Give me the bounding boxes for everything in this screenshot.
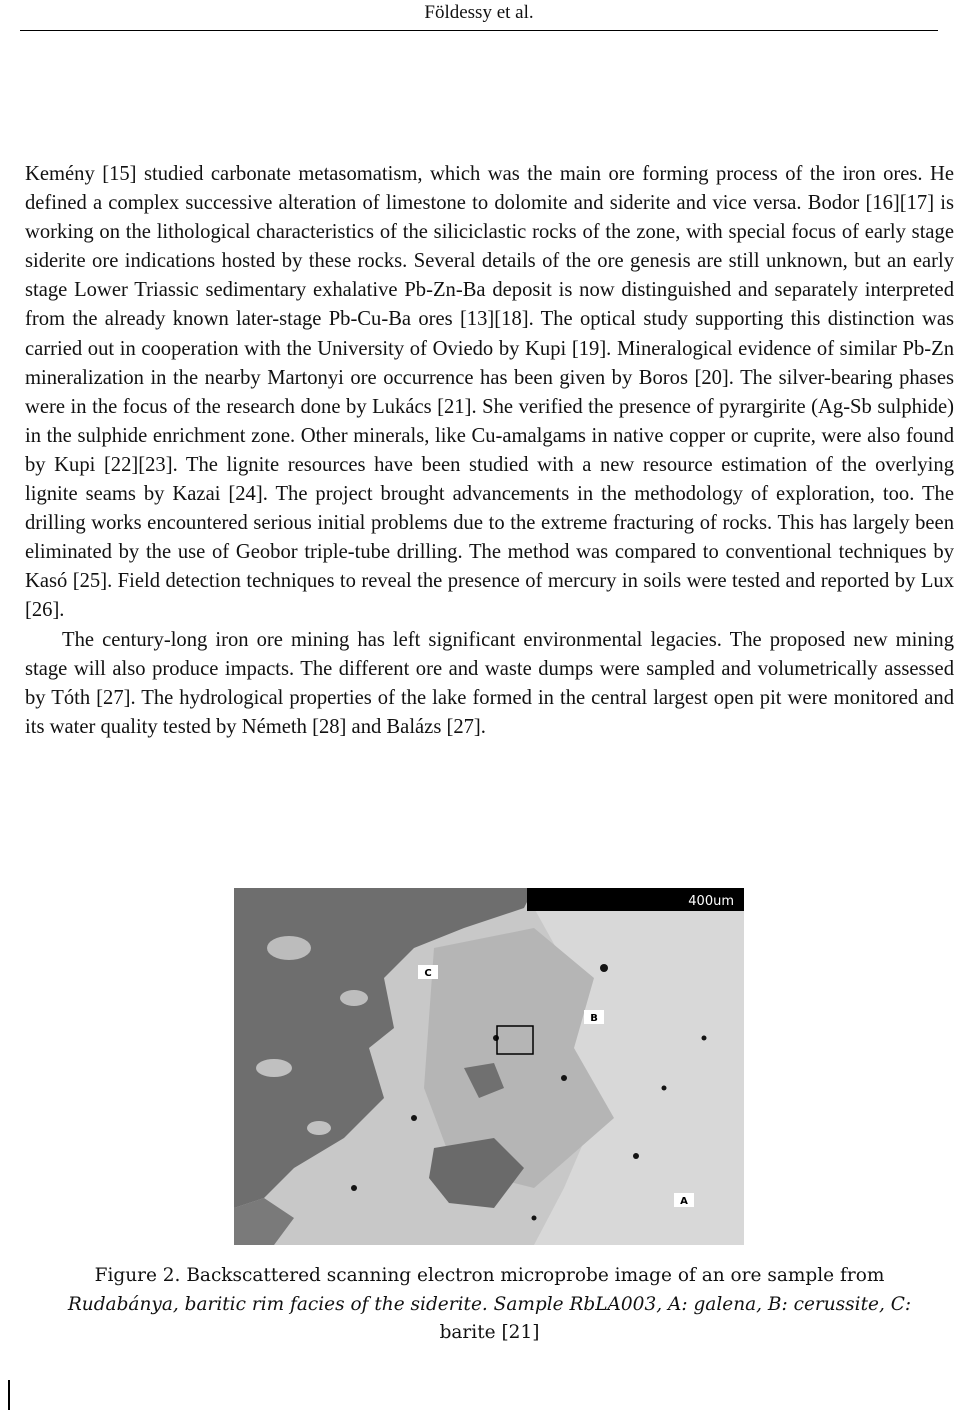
pore [351,1185,357,1191]
caption-line-2: Rudabánya, baritic rim facies of the siderite. Sample RbLA003, A: galena, B: cerussite, C: [67,1293,912,1315]
pore [561,1075,567,1081]
paragraph-1: Kemény [15] studied carbonate metasomatism, which was the main ore forming process of the iron ores. He defined a complex successive alteration of limestone to dolomite and siderite and vice versa. Bodor [16][17] is working on the lithological characteristics of the siliciclastic rocks of the zone, with special focus of early stage siderite ore indications hosted by these rocks. Several details of the ore genesis are still unknown, but an early stage Lower Triassic sedimentary exhalative Pb-Zn-Ba deposit is now distinguished and separately interpreted from the already known later-stage Pb-Cu-Ba ores [13][18]. The optical study supporting this distinction was carried out in cooperation with the University of Oviedo by Kupi [19]. Mineralogical evidence of similar Pb-Zn mineralization in the nearby Martonyi ore occurrence has been given by Boros [20]. The silver-bearing phases were in the focus of the research done by Lukács [21]. She verified the presence of pyrargirite (Ag-Sb sulphide) in the sulphide enrichment zone. Other minerals, like Cu-amalgams in native copper or cuprite, were also found by Kupi [22][23]. The lignite resources have been studied with a new resource estimation of the overlying lignite seams by Kazai [24]. The project brought advancements in the methodology of exploration, too. The drilling works encountered serious initial problems due to the extreme fracturing of rocks. This has largely been eliminated by the use of Geobor triple-tube drilling. The method was compared to conventional techniques by Kasó [25]. Field detection techniques to reveal the presence of mercury in soils were tested and reported by Lux [26]. [25,163,954,622]
pore [493,1035,499,1041]
paragraph-2: The century-long iron ore mining has left significant environmental legacies. The proposed new mining stage will also produce impacts. The different ore and waste dumps were sampled and volumetrically assessed by Tóth [27]. The hydrological properties of the lake formed in the central largest open pit were monitored and its water quality tested by Németh [28] and Balázs [27]. [25,628,954,738]
inclusion [340,990,368,1006]
pore [662,1086,667,1091]
inclusion [267,936,311,960]
running-title: Földessy et al. [424,2,534,23]
pore [532,1216,537,1221]
margin-bar [8,1380,10,1410]
inclusion [256,1059,292,1077]
pore [633,1153,639,1159]
phase-label-c: C [424,968,432,979]
caption-line-3: barite [21] [439,1322,540,1343]
running-header [20,0,938,31]
scale-bar-label: 400um [688,894,734,909]
inclusion [307,1121,331,1135]
pore [600,964,608,972]
pore [702,1036,707,1041]
pore [411,1115,417,1121]
figure-caption [25,1262,954,1348]
micrograph-image [234,888,744,1245]
phase-label-a: A [680,1196,688,1207]
body-text [25,160,954,742]
caption-line-1: Figure 2. Backscattered scanning electron microprobe image of an ore sample from [94,1265,885,1286]
bse-micrograph [234,888,744,1245]
phase-label-b: B [590,1013,598,1024]
